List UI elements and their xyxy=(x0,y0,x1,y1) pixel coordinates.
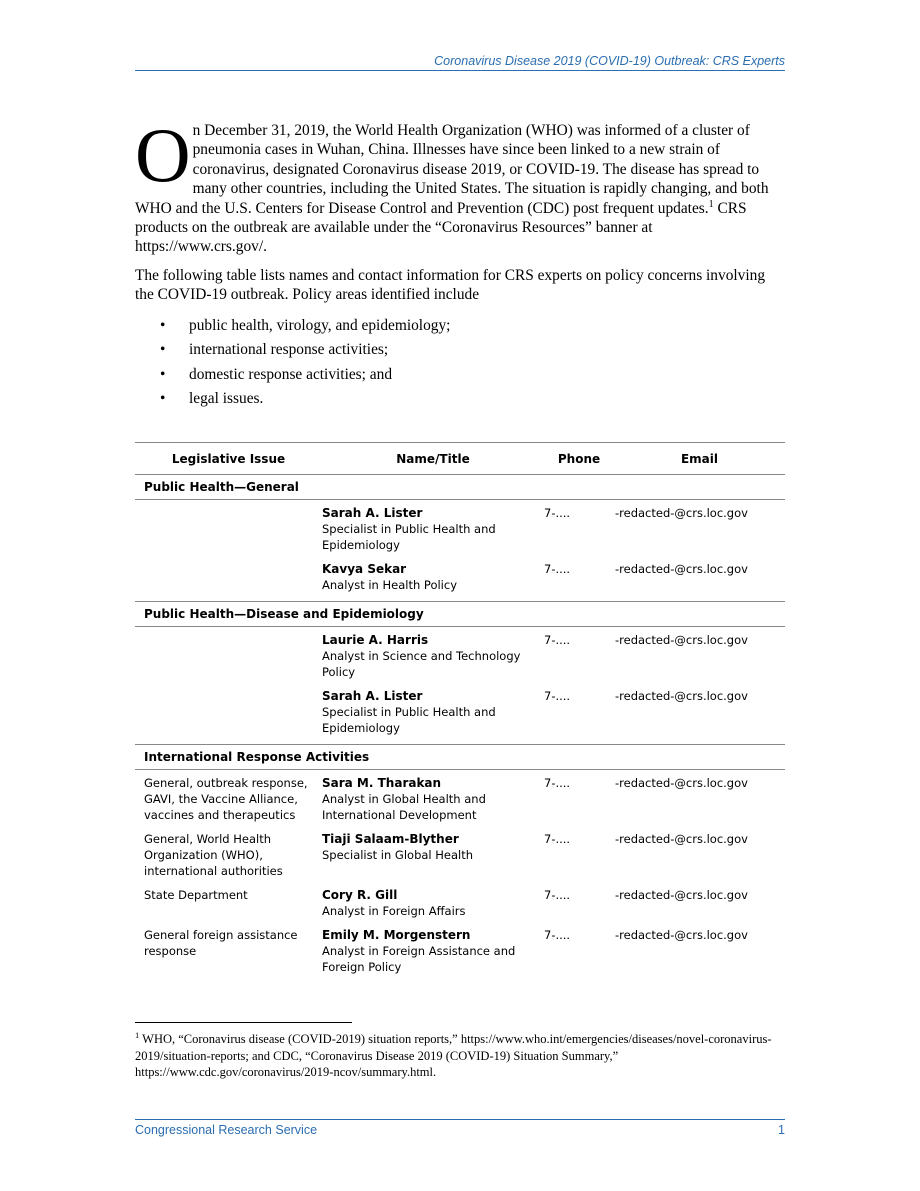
list-item xyxy=(135,314,785,339)
issue-cell xyxy=(135,632,322,680)
expert-title: Specialist in Public Health and xyxy=(322,522,496,536)
bullet-icon: • xyxy=(160,390,166,408)
list-item-text: domestic response activities; and xyxy=(189,365,393,383)
header-email: Email xyxy=(680,451,719,466)
footnote xyxy=(135,1031,785,1081)
name-title-cell xyxy=(322,561,544,593)
email-link[interactable]: -redacted-@crs.loc.gov xyxy=(615,562,748,576)
issue-text: GAVI, the Vaccine Alliance, xyxy=(144,792,298,806)
header-phone: Phone xyxy=(557,451,601,466)
issue-text: international authorities xyxy=(144,864,283,878)
issue-cell xyxy=(135,688,322,736)
list-item-text: international response activities; xyxy=(189,341,389,359)
policy-areas-list xyxy=(135,314,785,412)
phone-cell: 7-.... xyxy=(544,928,571,942)
expert-title: Analyst in Foreign Affairs xyxy=(322,904,466,918)
page-number: 1 xyxy=(778,1123,785,1137)
issue-text: General, World Health xyxy=(144,832,272,846)
issue-cell xyxy=(135,775,322,823)
body-text xyxy=(135,112,785,412)
email-link[interactable]: -redacted-@crs.loc.gov xyxy=(615,506,748,520)
list-item-text: public health, virology, and epidemiology; xyxy=(189,316,451,334)
expert-name: Emily M. Morgenstern xyxy=(322,928,471,942)
name-title-cell xyxy=(322,775,544,823)
email-link[interactable]: -redacted-@crs.loc.gov xyxy=(615,633,748,647)
issue-text: Organization (WHO), xyxy=(144,848,263,862)
drop-cap: O xyxy=(135,112,191,198)
list-item-text: legal issues. xyxy=(189,390,264,408)
section-heading: Public Health—General xyxy=(135,475,785,500)
header-legislative-issue: Legislative Issue xyxy=(171,451,286,466)
expert-title: Analyst in Health Policy xyxy=(322,578,457,592)
email-link[interactable]: -redacted-@crs.loc.gov xyxy=(615,689,748,703)
intro-paragraph-end: CRS products on the outbreak are available under the “Coronavirus Resources” banner at https://www.crs.gov/. xyxy=(135,199,747,256)
list-item xyxy=(135,387,785,412)
name-title-cell xyxy=(322,688,544,736)
email-link[interactable]: -redacted-@crs.loc.gov xyxy=(615,888,748,902)
section-rows xyxy=(135,500,785,602)
name-title-cell xyxy=(322,632,544,680)
table-row xyxy=(135,632,785,680)
expert-name: Laurie A. Harris xyxy=(322,633,429,647)
table-row xyxy=(135,775,785,823)
section-heading: International Response Activities xyxy=(135,745,785,770)
issue-cell xyxy=(135,505,322,553)
phone-cell: 7-.... xyxy=(544,562,571,576)
phone-cell: 7-.... xyxy=(544,633,571,647)
expert-title: Analyst in Foreign Assistance and xyxy=(322,944,516,958)
section-rows xyxy=(135,627,785,745)
footer-organization: Congressional Research Service xyxy=(135,1123,318,1137)
expert-name: Kavya Sekar xyxy=(322,562,407,576)
footnote-text: WHO, “Coronavirus disease (COVID-2019) situation reports,” https://www.who.int/emergencies/diseases/novel-coronavirus-2019/situation-reports; and CDC, “Coronavirus Disease 2019 (COVID-19) Situation Summary,” https://www.cdc.gov/coronavirus/2019-ncov/summary.html. xyxy=(135,1032,772,1079)
expert-name: Sarah A. Lister xyxy=(322,506,423,520)
issue-cell xyxy=(135,561,322,593)
intro-paragraph-text: n December 31, 2019, the World Health Organization (WHO) was informed of a cluster of pneumonia cases in Wuhan, China. Illnesses have since been linked to a new strain of coronavirus, designated Coronavirus disease 2019, or COVID-19. The disease has spread to many other countries, including the United States. The situation is rapidly changing, and both WHO and the U.S. Centers for Disease Control and Prevention (CDC) post frequent updates. xyxy=(135,122,769,217)
issue-cell xyxy=(135,831,322,879)
name-title-cell xyxy=(322,887,544,919)
running-header-title: Coronavirus Disease 2019 (COVID-19) Outbreak: CRS Experts xyxy=(434,54,785,68)
section-heading: Public Health—Disease and Epidemiology xyxy=(135,602,785,627)
section-rows xyxy=(135,770,785,975)
name-title-cell xyxy=(322,505,544,553)
table-row xyxy=(135,887,785,919)
expert-title: Policy xyxy=(322,665,356,679)
expert-title: Specialist in Global Health xyxy=(322,848,474,862)
table-row xyxy=(135,505,785,553)
intro-paragraph xyxy=(135,112,785,257)
issue-cell xyxy=(135,927,322,975)
bullet-icon: • xyxy=(160,341,166,359)
table-row xyxy=(135,831,785,879)
email-link[interactable]: -redacted-@crs.loc.gov xyxy=(615,928,748,942)
table-row xyxy=(135,927,785,975)
phone-cell: 7-.... xyxy=(544,689,571,703)
phone-cell: 7-.... xyxy=(544,832,571,846)
email-link[interactable]: -redacted-@crs.loc.gov xyxy=(615,832,748,846)
name-title-cell xyxy=(322,831,544,879)
header-divider xyxy=(135,70,785,71)
issue-text: General, outbreak response, xyxy=(144,776,308,790)
phone-cell: 7-.... xyxy=(544,888,571,902)
phone-cell: 7-.... xyxy=(544,506,571,520)
issue-text: State Department xyxy=(144,888,248,902)
email-link[interactable]: -redacted-@crs.loc.gov xyxy=(615,776,748,790)
issue-text: response xyxy=(144,944,197,958)
phone-cell: 7-.... xyxy=(544,776,571,790)
expert-name: Tiaji Salaam-Blyther xyxy=(322,832,459,846)
footnote-reference[interactable]: 1 xyxy=(708,198,714,210)
bullet-icon: • xyxy=(160,365,166,383)
list-item xyxy=(135,338,785,363)
table-row xyxy=(135,561,785,593)
header-name-title: Name/Title xyxy=(396,451,470,466)
expert-title: Analyst in Science and Technology xyxy=(322,649,521,663)
table-intro-paragraph: The following table lists names and contact information for CRS experts on policy concerns involving the COVID-19 outbreak. Policy areas identified include xyxy=(135,266,766,304)
list-item xyxy=(135,363,785,388)
table-header-row xyxy=(135,442,785,475)
expert-title: Epidemiology xyxy=(322,538,400,552)
table-row xyxy=(135,688,785,736)
issue-text: General foreign assistance xyxy=(144,928,298,942)
expert-title: Analyst in Global Health and xyxy=(322,792,486,806)
expert-name: Cory R. Gill xyxy=(322,888,398,902)
experts-table xyxy=(135,442,785,983)
bullet-icon: • xyxy=(160,316,166,334)
expert-name: Sarah A. Lister xyxy=(322,689,423,703)
expert-title: Epidemiology xyxy=(322,721,400,735)
expert-title: Foreign Policy xyxy=(322,960,402,974)
footer-divider xyxy=(135,1119,785,1120)
footnote-number: 1 xyxy=(135,1029,140,1040)
issue-text: vaccines and therapeutics xyxy=(144,808,296,822)
name-title-cell xyxy=(322,927,544,975)
expert-title: International Development xyxy=(322,808,477,822)
issue-cell xyxy=(135,887,322,919)
footnote-divider xyxy=(135,1022,352,1023)
expert-title: Specialist in Public Health and xyxy=(322,705,496,719)
expert-name: Sara M. Tharakan xyxy=(322,776,442,790)
